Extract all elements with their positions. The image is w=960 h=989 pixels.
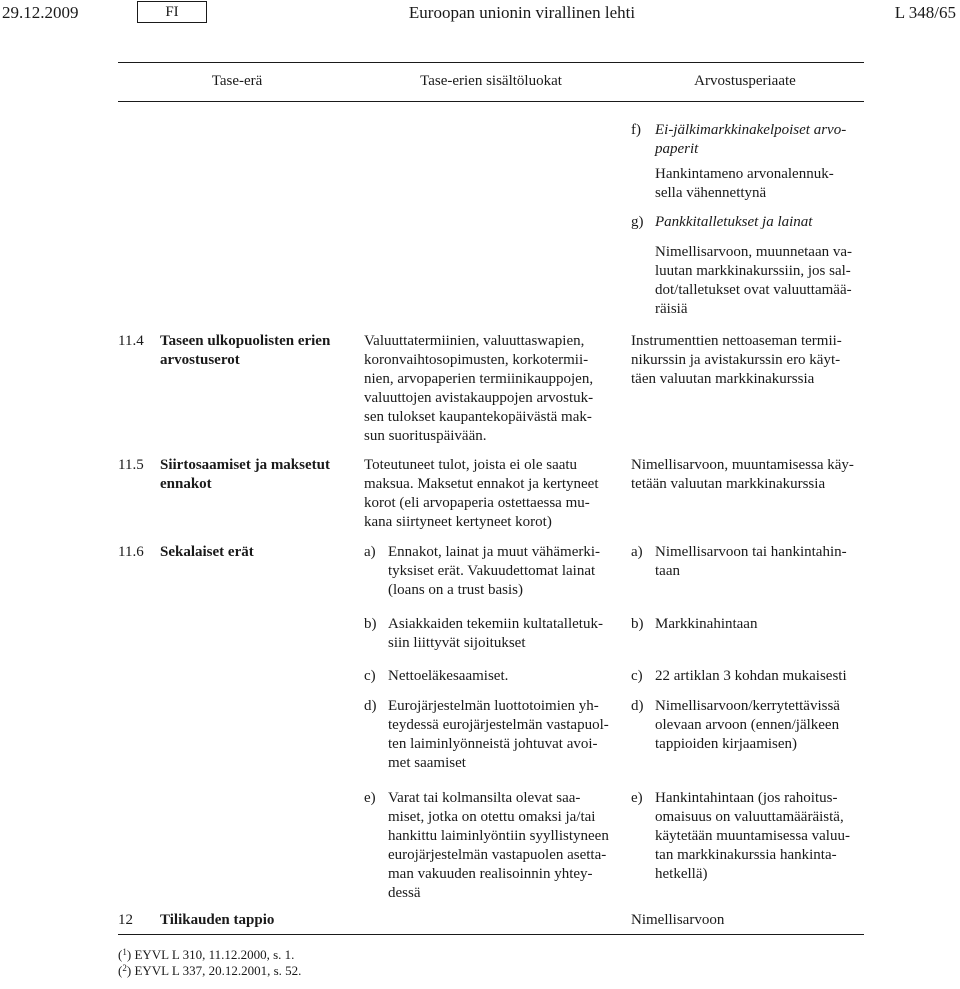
row-number-11-4: 11.4 — [118, 333, 144, 349]
subitem-marker: c) — [631, 668, 643, 684]
item-marker: f) — [631, 122, 641, 138]
column-header-item: Tase-erä — [211, 73, 263, 89]
row-content-11-4: Valuuttatermiinien, valuuttaswapien, koronvaihtosopimusten, korkotermii- nien, arvopaperien termiinikauppojen, valuuttojen avistakauppojen arvostuk- sen tulokset kaupantekopäivästä mak- sun suorituspäivään. — [364, 333, 594, 444]
journal-title: Euroopan unionin virallinen lehti — [408, 3, 636, 22]
subitem-marker: c) — [364, 668, 376, 684]
subitem-marker: b) — [364, 616, 377, 632]
subitem-marker: a) — [364, 544, 376, 560]
table-top-rule — [118, 62, 864, 63]
table-header-rule — [118, 101, 864, 102]
publication-date: 29.12.2009 — [2, 3, 79, 22]
footnote-1: ($^1$) EYVL L 310, 11.12.2000, s. 1. — [118, 947, 295, 962]
item-f-title: Ei-jälkimarkkinakelpoiset arvo- paperit — [655, 122, 847, 157]
table-bottom-rule — [118, 934, 864, 935]
column-header-content: Tase-erien sisältöluokat — [420, 73, 562, 89]
row-number-12: 12 — [118, 912, 133, 928]
item-f-valuation: Hankintameno arvonalennuk- sella vähennettynä — [655, 166, 834, 201]
row-item-12: Tilikauden tappio — [160, 912, 275, 928]
subitem-marker: d) — [364, 698, 377, 714]
subitem-marker: e) — [364, 790, 376, 806]
language-code-box: FI — [137, 1, 207, 23]
row-valuation-11-5: Nimellisarvoon, muuntamisessa käy- tetään valuutan markkinakurssia — [631, 457, 854, 492]
subitem-marker: b) — [631, 616, 644, 632]
row-number-11-6: 11.6 — [118, 544, 144, 560]
row-valuation-12: Nimellisarvoon — [631, 912, 725, 928]
subitem-marker: a) — [631, 544, 643, 560]
item-g-title: Pankkitalletukset ja lainat — [655, 214, 813, 230]
row-content-11-5: Toteutuneet tulot, joista ei ole saatu maksua. Maksetut ennakot ja kertyneet korot (eli arvopaperia ostettaessa mu- kana siirtyneet kertyneet korot) — [364, 457, 599, 530]
subitem-marker: d) — [631, 698, 644, 714]
row-item-11-5: Siirtosaamiset ja maksetut ennakot — [160, 457, 330, 492]
row-item-11-6: Sekalaiset erät — [160, 544, 254, 560]
item-g-valuation: Nimellisarvoon, muunnetaan va- luutan markkinakurssiin, jos sal- dot/talletukset ovat valuuttamää- räisiä — [655, 244, 853, 317]
footnote-2: ($^2$) EYVL L 337, 20.12.2001, s. 52. — [118, 963, 302, 978]
row-number-11-5: 11.5 — [118, 457, 144, 473]
row-item-11-4: Taseen ulkopuolisten erien arvostuserot — [160, 333, 331, 368]
subitem-marker: e) — [631, 790, 643, 806]
column-header-valuation: Arvostusperiaate — [694, 73, 796, 89]
page-reference: L 348/65 — [894, 3, 956, 22]
row-valuation-11-4: Instrumenttien nettoaseman termii- nikurssin ja avistakurssin ero käyt- täen valuutan markkinakurssia — [631, 333, 842, 387]
item-marker: g) — [631, 214, 644, 230]
